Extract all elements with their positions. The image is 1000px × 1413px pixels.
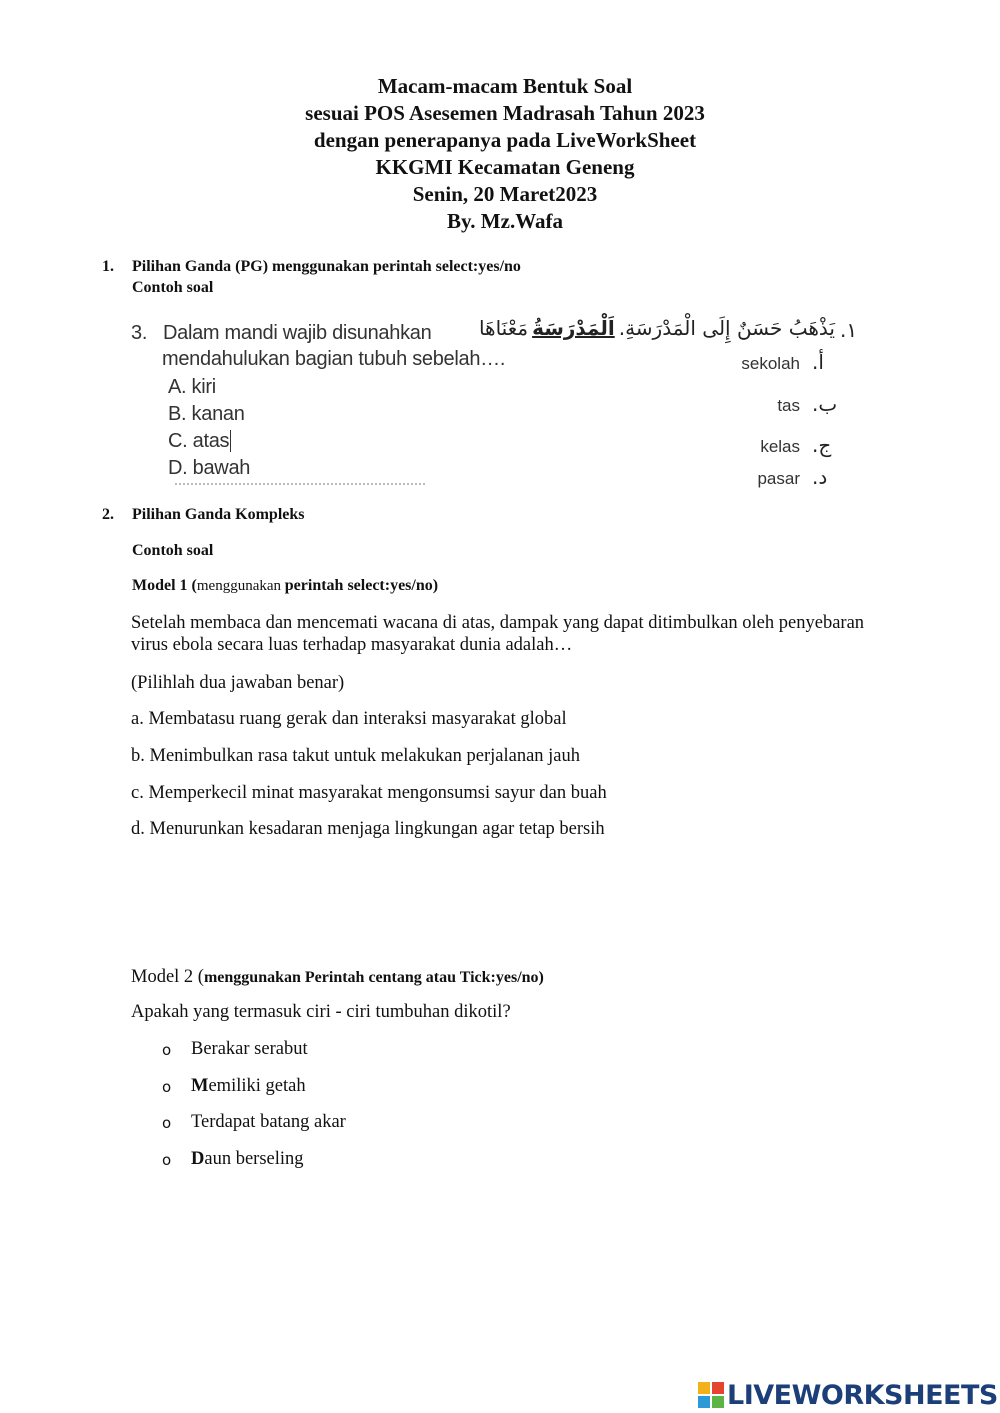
model-2-option-1[interactable]: [191, 1038, 308, 1060]
checkbox-circle-2[interactable]: o: [162, 1078, 172, 1096]
model-1-instruction: (Pilihlah dua jawaban benar): [131, 673, 345, 693]
logo-square-green: [712, 1396, 724, 1408]
model-2-option-1-rest: Berakar serabut: [191, 1039, 308, 1059]
model-1-option-c[interactable]: c. Memperkecil minat masyarakat mengonsumsi sayur dan buah: [131, 783, 607, 803]
arabic-option-4-letter: د.: [812, 465, 828, 489]
header-line-2: sesuai POS Asesemen Madrasah Tahun 2023: [305, 101, 705, 125]
header-line-3: dengan penerapanya pada LiveWorkSheet: [313, 128, 697, 152]
liveworksheets-logo: [698, 1378, 998, 1412]
section-1-title: Pilihan Ganda (PG) menggunakan perintah select:yes/no: [132, 258, 521, 275]
model-2-option-4-rest: aun berseling: [204, 1149, 304, 1169]
checkbox-circle-1[interactable]: o: [162, 1041, 172, 1059]
model-1-label-small: menggunakan: [196, 578, 285, 594]
model-2-label: Model 2 (: [131, 967, 204, 987]
model-1-option-d[interactable]: d. Menurunkan kesadaran menjaga lingkungan agar tetap bersih: [131, 819, 605, 839]
model-2-option-2-rest: emiliki getah: [208, 1076, 306, 1096]
logo-square-red: [712, 1382, 724, 1394]
model-1-question-line-1: Setelah membaca dan mencemati wacana di atas, dampak yang dapat ditimbulkan oleh penyebaran: [131, 613, 865, 633]
arabic-question-number: ١.: [840, 318, 858, 342]
arabic-question: [478, 316, 835, 340]
model-2-option-3[interactable]: [191, 1111, 346, 1133]
section-1-number: 1.: [102, 258, 114, 275]
pg-option-a[interactable]: A. kiri: [168, 376, 216, 398]
model-2-option-2-first: M: [191, 1076, 209, 1096]
model-1-question-line-2: virus ebola secara luas terhadap masyarakat dunia adalah…: [131, 635, 573, 655]
pg-question-line-2: mendahulukan bagian tubuh sebelah….: [162, 348, 506, 370]
header-line-6: By. Mz.Wafa: [446, 209, 564, 233]
arabic-question-suffix: مَعْنَاهَا: [478, 316, 529, 340]
pg-question-number: 3.: [131, 322, 148, 344]
pg-option-d[interactable]: D. bawah: [168, 457, 251, 479]
model-2-option-2[interactable]: [191, 1075, 306, 1097]
model-1-label: Model 1 (: [132, 577, 197, 594]
model-2-question: Apakah yang termasuk ciri - ciri tumbuhan dikotil?: [131, 1002, 511, 1022]
liveworksheets-logo-icon: [698, 1382, 724, 1408]
model-1-option-b[interactable]: b. Menimbulkan rasa takut untuk melakukan perjalanan jauh: [131, 746, 581, 766]
section-1-example-label: Contoh soal: [132, 279, 214, 296]
arabic-option-2-letter: ب.: [812, 392, 838, 416]
pg-question-line-1: Dalam mandi wajib disunahkan: [163, 322, 432, 344]
section-2-number: 2.: [102, 506, 114, 523]
model-2-option-3-rest: Terdapat batang akar: [191, 1112, 346, 1132]
arabic-option-2-text[interactable]: tas: [777, 396, 800, 415]
arabic-option-1-letter: أ.: [812, 350, 824, 374]
model-1-heading: [132, 577, 438, 595]
model-1-option-a[interactable]: a. Membatasu ruang gerak dan interaksi masyarakat global: [131, 709, 567, 729]
cropped-text-edge: [175, 483, 425, 489]
arabic-option-4-text[interactable]: pasar: [757, 469, 800, 488]
document-header: [0, 73, 1000, 235]
section-2-example-label: Contoh soal: [132, 542, 214, 559]
checkbox-circle-4[interactable]: o: [162, 1151, 172, 1169]
arabic-question-emphasis: اَلْمَدْرَسَةُ: [532, 316, 615, 340]
logo-square-yellow: [698, 1382, 710, 1394]
arabic-option-1-text[interactable]: sekolah: [741, 354, 800, 373]
logo-square-blue: [698, 1396, 710, 1408]
pg-option-c[interactable]: C. atas: [168, 430, 230, 452]
header-line-1: Macam-macam Bentuk Soal: [377, 74, 633, 98]
model-2-option-4-first: D: [191, 1149, 205, 1169]
liveworksheets-logo-text: LIVEWORKSHEETS: [727, 1379, 998, 1411]
section-2-title: Pilihan Ganda Kompleks: [132, 506, 305, 523]
header-line-5: Senin, 20 Maret2023: [412, 182, 598, 206]
arabic-question-text: يَذْهَبُ حَسَنٌ إِلَى الْمَدْرَسَةِ.: [618, 316, 835, 340]
model-1-label-bold: perintah select:yes/no): [284, 577, 439, 594]
arabic-option-3-text[interactable]: kelas: [760, 437, 800, 456]
header-line-4: KKGMI Kecamatan Geneng: [375, 155, 635, 179]
model-2-label-bold: menggunakan Perintah centang atau Tick:yes/no): [203, 969, 544, 986]
text-cursor: [230, 430, 231, 452]
checkbox-circle-3[interactable]: o: [162, 1114, 172, 1132]
arabic-option-3-letter: ج.: [812, 433, 832, 457]
model-2-heading: [131, 966, 544, 988]
pg-option-b[interactable]: B. kanan: [168, 403, 245, 425]
model-2-option-4[interactable]: [191, 1148, 304, 1170]
